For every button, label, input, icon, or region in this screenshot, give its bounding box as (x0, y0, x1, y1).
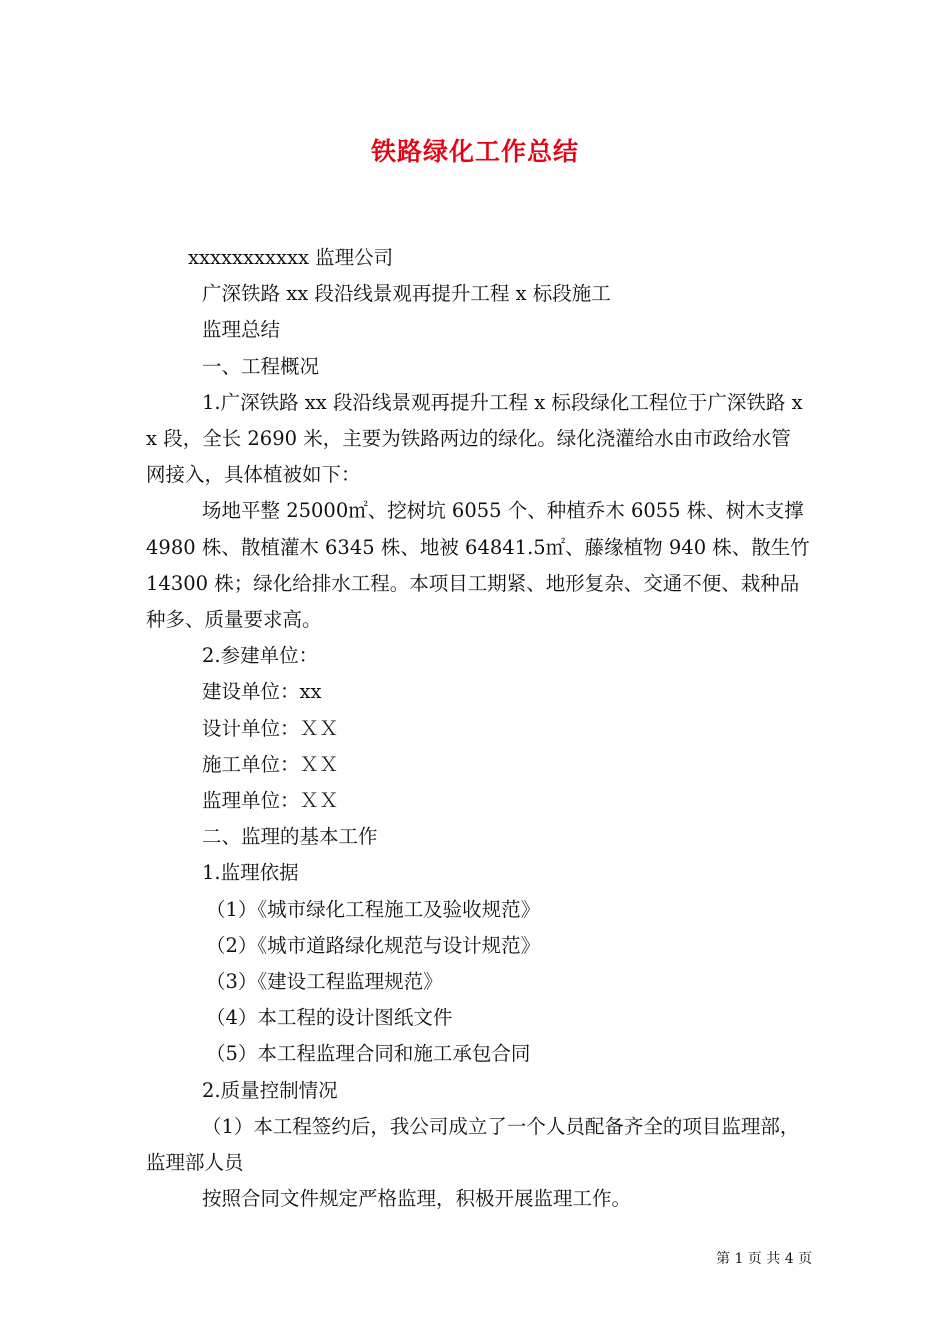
document-title: 铁路绿化工作总结 (370, 137, 579, 166)
design-unit: 设计单位：ＸＸ (202, 716, 339, 740)
project-line: 广深铁路 xx 段沿线景观再提升工程 x 标段施工 (202, 282, 611, 306)
section-heading-overview: 一、工程概况 (202, 354, 320, 378)
company-line: xxxxxxxxxxx 监理公司 (188, 246, 394, 269)
basis-item: （1）《城市绿化工程施工及验收规范》 (206, 897, 541, 921)
supervision-unit: 监理单位：ＸＸ (202, 789, 339, 813)
paragraph-location: 1.广深铁路 xx 段沿线景观再提升工程 x 标段绿化工程位于广深铁路 xx 段，全长 2690 米，主要为铁路两边的绿化。绿化浇灌给水由市政给水管网接入，具体植被如下： (146, 390, 803, 487)
client-unit: 建设单位：xx (202, 680, 322, 704)
basis-item: （2）《城市道路绿化规范与设计规范》 (206, 933, 541, 957)
basis-item: （4）本工程的设计图纸文件 (206, 1006, 453, 1030)
paragraph-quality: （1）本工程签约后，我公司成立了一个人员配备齐全的项目监理部，监理部人员 (146, 1114, 800, 1175)
basis-heading: 1.监理依据 (202, 861, 299, 885)
summary-line: 监理总结 (202, 318, 281, 342)
participants-heading: 2.参建单位： (202, 644, 319, 668)
section-heading-work: 二、监理的基本工作 (202, 825, 378, 849)
basis-item: （5）本工程监理合同和施工承包合同 (206, 1042, 531, 1066)
paragraph-supervision: 按照合同文件规定严格监理，积极开展监理工作。 (202, 1187, 632, 1211)
page-number: 第 1 页 共 4 页 (716, 1251, 813, 1267)
basis-item: （3）《建设工程监理规范》 (206, 970, 443, 994)
paragraph-scope: 场地平整 25000㎡、挖树坑 6055 个、种植乔木 6055 株、树木支撑 4980 株、散植灌木 6345 株、地被 64841.5㎡、藤缘植物 940 株、散生竹 14300 株；绿化给排水工程。本项目工期紧、地形复杂、交通不便、栽种品种多、质量要求高。 (146, 499, 810, 632)
document-body (146, 240, 810, 1217)
construction-unit: 施工单位：ＸＸ (202, 752, 339, 776)
quality-heading: 2.质量控制情况 (202, 1078, 338, 1102)
